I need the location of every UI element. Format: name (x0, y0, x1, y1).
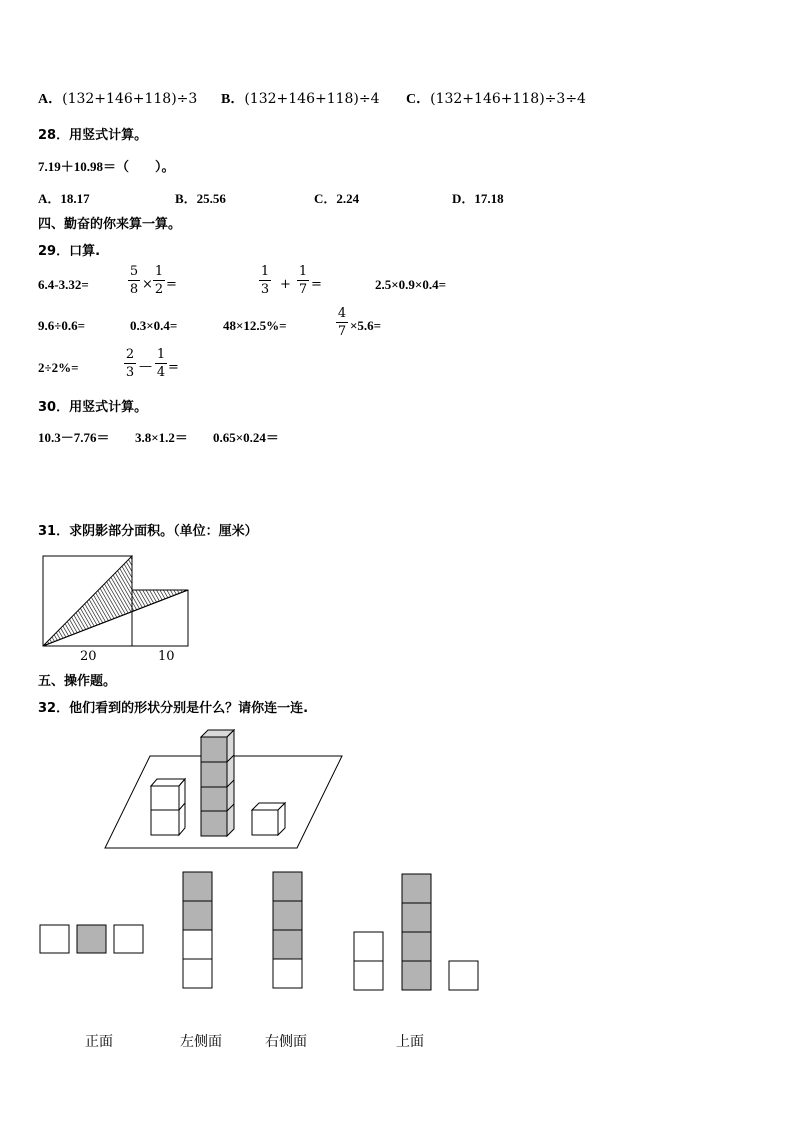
fraction-bar (259, 280, 271, 281)
fraction (155, 347, 167, 380)
fraction (297, 264, 309, 297)
q29-item-8-rest: ×5.6= (350, 318, 382, 333)
option-expression: (132+146+118)÷3 (62, 91, 198, 107)
view-option-top[interactable] (354, 874, 478, 990)
cube-single (252, 803, 285, 835)
view-options (36, 868, 486, 994)
numerator: 1 (298, 264, 308, 279)
fraction-bar (124, 363, 136, 364)
q27-option-b (221, 88, 380, 108)
operator: × (142, 277, 153, 292)
numerator: 4 (337, 306, 347, 321)
numerator: 5 (129, 264, 139, 279)
q28-option-b: B．25.56 (175, 191, 226, 206)
q29-item-5: 9.6÷0.6= (38, 318, 86, 333)
denominator: 2 (154, 282, 164, 297)
q28-title: 28．用竖式计算。 (38, 128, 148, 143)
q29-item-4: 2.5×0.9×0.4= (375, 277, 446, 292)
view-option-right[interactable] (273, 872, 302, 988)
dimension-label-10: 10 (158, 649, 175, 664)
q29-item-1: 6.4-3.32= (38, 277, 89, 292)
numerator: 2 (125, 347, 135, 362)
q30-item-3: 0.65×0.24＝ (213, 430, 279, 445)
label-right-view: 右侧面 (265, 1034, 307, 1050)
numerator: 1 (156, 347, 166, 362)
denominator: 4 (156, 365, 166, 380)
fraction (128, 264, 140, 297)
option-letter: B． (221, 92, 245, 107)
q30-title: 30．用竖式计算。 (38, 400, 148, 415)
fraction (124, 347, 136, 380)
fraction-bar (155, 363, 167, 364)
numerator: 1 (154, 264, 164, 279)
shaded-region (43, 556, 188, 646)
fraction-bar (128, 280, 140, 281)
cube-stack-tall (201, 730, 234, 836)
view-option-front[interactable] (40, 925, 143, 953)
q31-title: 31．求阴影部分面积。（单位：厘米） (38, 524, 258, 539)
q29-item-7: 48×12.5%= (223, 318, 287, 333)
option-letter: C． (406, 92, 431, 107)
q28-expression: 7.19＋10.98＝（ ）。 (38, 159, 175, 174)
fraction (336, 306, 348, 339)
cube-stack-left (151, 779, 185, 835)
q28-option-d: D．17.18 (452, 191, 504, 206)
fraction-bar (153, 280, 165, 281)
denominator: 8 (129, 282, 139, 297)
q27-option-a (38, 88, 197, 108)
fraction (259, 264, 271, 297)
denominator: 3 (125, 365, 135, 380)
label-left-view: 左侧面 (180, 1034, 222, 1050)
section4-title: 四、勤奋的你来算一算。 (38, 217, 182, 232)
equals-sign: = (168, 360, 179, 375)
equals-sign: = (311, 277, 322, 292)
q29-title: 29．口算. (38, 244, 101, 259)
fraction (153, 264, 165, 297)
label-top-view: 上面 (396, 1034, 424, 1050)
fraction-bar (297, 280, 309, 281)
q29-item-6: 0.3×0.4= (130, 318, 178, 333)
operator: + (280, 277, 291, 292)
option-letter: A． (38, 92, 63, 107)
q30-item-1: 10.3－7.76＝ (38, 430, 110, 445)
operator: — (139, 359, 152, 374)
section5-title: 五、操作题。 (38, 674, 117, 689)
numerator: 1 (260, 264, 270, 279)
fraction-bar (336, 322, 348, 323)
equals-sign: = (166, 277, 177, 292)
q32-title: 32．他们看到的形状分别是什么？请你连一连. (38, 701, 309, 716)
shaded-area-figure (36, 550, 196, 666)
dimension-label-20: 20 (80, 649, 97, 664)
option-expression: (132+146+118)÷4 (244, 91, 380, 107)
q28-option-c: C．2.24 (314, 191, 360, 206)
denominator: 3 (260, 282, 270, 297)
q27-option-c (406, 88, 586, 108)
option-expression: (132+146+118)÷3÷4 (430, 91, 586, 107)
q28-option-a: A．18.17 (38, 191, 90, 206)
q30-item-2: 3.8×1.2＝ (135, 430, 188, 445)
label-front-view: 正面 (85, 1034, 113, 1050)
denominator: 7 (337, 324, 347, 339)
q29-item-9: 2÷2%= (38, 360, 79, 375)
view-option-left[interactable] (183, 872, 212, 988)
cube-arrangement-figure (100, 725, 350, 855)
denominator: 7 (298, 282, 308, 297)
